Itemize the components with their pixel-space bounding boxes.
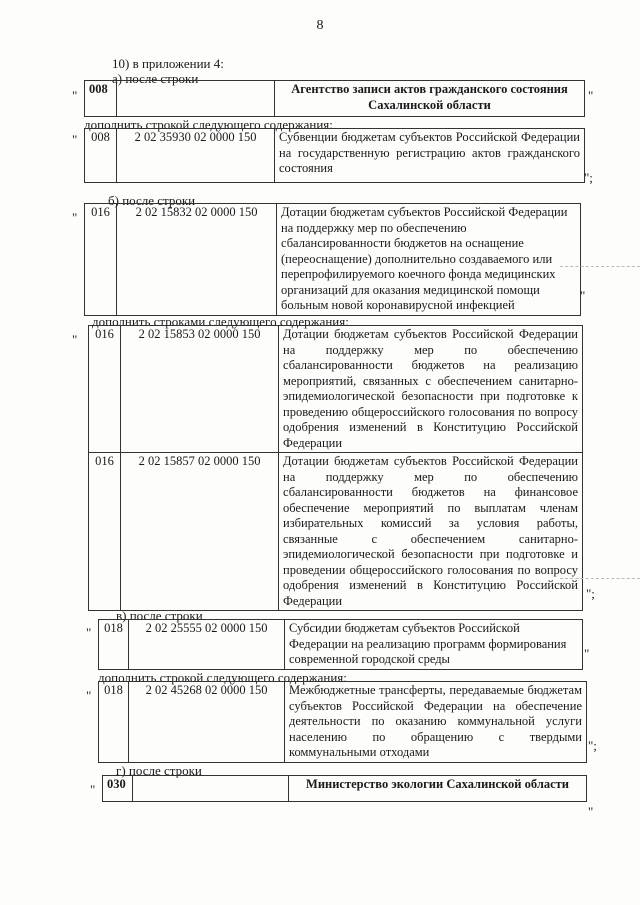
open-quote: " <box>72 210 78 225</box>
table-cell-text: Субвенции бюджетам субъектов Российской Федерации на государственную регистрацию актов гражданского состояния <box>275 129 585 183</box>
table-cell-code: 008 <box>85 129 117 183</box>
section-b-supplement-label: дополнить строками следующего содержания: <box>92 314 349 329</box>
table-cell-text: Дотации бюджетам субъектов Российской Федерации на поддержку мер по обеспечению сбалансированности бюджетов на реализацию мероприятий, связанных с обеспечением санитарно-эпидемиологической безопасности при подготовке к проведению общероссийского голосования по вопросу одобрения изменений в Конституцию Российской Федерации <box>279 326 583 453</box>
table-cell-name: Агентство записи актов гражданского состояния Сахалинской области <box>275 81 585 117</box>
table-cell-text: Дотации бюджетам субъектов Российской Федерации на поддержку мер по обеспечению сбалансированности бюджетов на оснащение (переоснащение) дополнительно создаваемого или перепрофилируемого коечного фонда медицинских организаций для оказания медицинской помощи больным новой коронавирусной инфекцией <box>277 204 581 316</box>
section-b-after-label: б) после строки <box>108 193 196 208</box>
table-cell-kbk: 2 02 25555 02 0000 150 <box>129 620 285 670</box>
close-quote: " <box>588 88 594 103</box>
table-cell-kbk: 2 02 45268 02 0000 150 <box>129 682 285 763</box>
table-cell-kbk: 2 02 15857 02 0000 150 <box>121 453 279 611</box>
close-quote-semicolon: "; <box>588 738 597 753</box>
section-a-supplement-label: дополнить строкой следующего содержания: <box>84 117 333 132</box>
table-cell-kbk <box>117 81 275 117</box>
scan-artifact-line <box>560 578 640 579</box>
table-cell-code: 016 <box>89 326 121 453</box>
table-cell-name: Министерство экологии Сахалинской области <box>289 776 587 802</box>
table-cell-text: Субсидии бюджетам субъектов Российской Федерации на реализацию программ формирования современной городской среды <box>285 620 583 670</box>
section-v-after-label: в) после строки <box>116 608 203 623</box>
close-quote: " <box>584 646 590 661</box>
table-v-new <box>98 681 587 763</box>
section-g-after-label: г) после строки <box>116 763 202 778</box>
table-b-row <box>84 203 581 316</box>
scan-artifact-line <box>560 266 640 267</box>
table-cell-text: Межбюджетные трансферты, передаваемые бюджетам субъектов Российской Федерации на обеспечение деятельности по оказанию коммунальной услуги населению по обращению с твердыми коммунальными отходами <box>285 682 587 763</box>
page-number: 8 <box>316 18 324 33</box>
table-cell-kbk: 2 02 35930 02 0000 150 <box>117 129 275 183</box>
table-cell-code: 016 <box>89 453 121 611</box>
table-cell-code: 008 <box>85 81 117 117</box>
table-cell-text: Дотации бюджетам субъектов Российской Федерации на поддержку мер по обеспечению сбалансированности бюджетов на финансовое обеспечение мероприятий по выплатам членам избирательных комиссий за условия работы, связанные с обеспечением санитарно-эпидемиологической безопасности при подготовке и проведении общероссийского голосования по вопросу одобрения изменений в Конституцию Российской Федерации <box>279 453 583 611</box>
open-quote: " <box>90 782 96 797</box>
open-quote: " <box>72 332 78 347</box>
table-cell-kbk: 2 02 15832 02 0000 150 <box>117 204 277 316</box>
table-a-new <box>84 128 585 183</box>
table-v-row <box>98 619 583 670</box>
open-quote: " <box>72 132 78 147</box>
table-cell-kbk: 2 02 15853 02 0000 150 <box>121 326 279 453</box>
close-quote: " <box>580 288 586 303</box>
table-cell-code: 016 <box>85 204 117 316</box>
table-cell-code: 030 <box>103 776 133 802</box>
section-a-after-label: а) после строки <box>112 71 199 86</box>
open-quote: " <box>72 88 78 103</box>
open-quote: " <box>86 625 92 640</box>
close-quote-semicolon: "; <box>586 586 595 601</box>
close-quote-semicolon: "; <box>584 170 593 185</box>
table-b-new <box>88 325 583 611</box>
table-cell-kbk <box>133 776 289 802</box>
table-row <box>89 453 583 611</box>
table-row <box>89 326 583 453</box>
table-cell-code: 018 <box>99 682 129 763</box>
open-quote: " <box>86 688 92 703</box>
close-quote: " <box>588 804 594 819</box>
table-g-row <box>102 775 587 802</box>
table-a-row <box>84 80 585 117</box>
intro-line: 10) в приложении 4: <box>112 56 224 71</box>
section-v-supplement-label: дополнить строкой следующего содержания: <box>98 670 347 685</box>
table-cell-code: 018 <box>99 620 129 670</box>
